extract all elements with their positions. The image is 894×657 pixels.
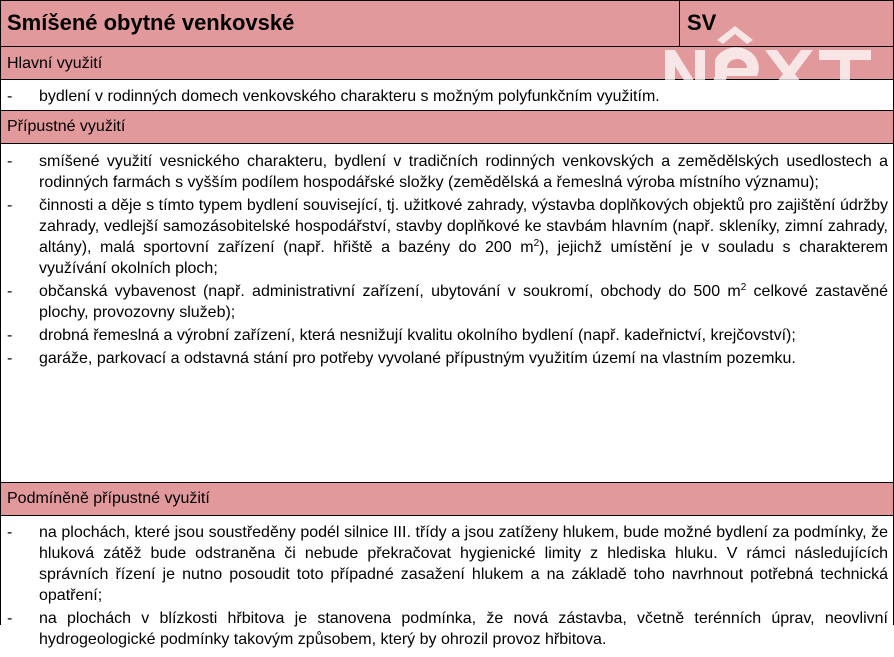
list-item-text: smíšené využití vesnického charakteru, bydlení v tradičních rodinných venkovských a zemědělských usedlostech a rodinných farmách s vyšším podílem hospodářské složky (zemědělská a řemeslná výroba místního významu);: [39, 153, 888, 191]
list-dash: -: [7, 524, 13, 541]
list-item: [1, 86, 889, 107]
text-part: činnosti a děje s tímto typem bydlení související, tj. užitkové zahrady, výstavba doplňkových objektů pro zajištění údržby zahrady, vedlejší samozásobitelské hospodářství, stavby doplňkové ke stavbám hlavním (např. skleníky, zimní zahrady, altány), malá sportovní zařízení (např. hřiště a bazény do 200 m: [39, 197, 888, 256]
list-item: [1, 151, 889, 193]
section-header-pripustne: Přípustné využití: [1, 111, 893, 144]
list-item: [1, 522, 889, 606]
list-item: [1, 608, 889, 650]
superscript: 2: [740, 282, 747, 293]
section-header-podminene: Podmíněně přípustné využití: [1, 483, 893, 516]
text-part: občanská vybavenost (např. administrativní zařízení, ubytování v soukromí, obchody do 500 m: [39, 283, 741, 300]
zone-code: SV: [687, 10, 717, 35]
list-dash: -: [7, 197, 13, 214]
list-item-text: drobná řemeslná a výrobní zařízení, která nesnižují kvalitu okolního bydlení (např. kadeřnictví, krejčovství);: [39, 327, 796, 344]
section-header-hlavni: Hlavní využití: [1, 47, 893, 80]
text-part: ), jejichž umístění je v souladu s charakterem využívání okolních ploch;: [39, 239, 889, 277]
section-items-hlavni: [1, 80, 893, 111]
list-item-text: bydlení v rodinných domech venkovského charakteru s možným polyfunkčním využitím.: [39, 88, 660, 105]
list-dash: -: [7, 283, 13, 300]
list-item: [1, 195, 889, 279]
superscript: 2: [533, 238, 540, 249]
list-dash: -: [7, 88, 13, 105]
zone-title: Smíšené obytné venkovské: [1, 1, 680, 46]
list-item-text: na plochách v blízkosti hřbitova je stanovena podmínka, že nová zástavba, včetně terénních úprav, neovlivní hydrogeologické podmínky takovým způsobem, který by ohrozil provoz hřbitova.: [39, 610, 888, 648]
list-item-text: na plochách, které jsou soustředěny podél silnice III. třídy a jsou zatíženy hlukem, bude možné bydlení za podmínky, že hluková zátěž bude odstraněna či nebude překračovat hygienické limity z hlediska hluku. V rámci následujících správních řízení je nutno posoudit toto případné zasažení hlukem a na základě toho navrhnout potřebná technická opatření;: [39, 524, 888, 604]
text-part: celkové zastavěné plochy, provozovny služeb);: [39, 283, 889, 321]
list-item-text: [39, 281, 889, 323]
section-items-pripustne: [1, 144, 893, 483]
list-dash: -: [7, 610, 13, 627]
list-item-text: garáže, parkovací a odstavná stání pro potřeby vyvolané přípustným využitím území na vlastním pozemku.: [39, 350, 796, 367]
title-row: [1, 0, 893, 47]
list-item: [1, 325, 889, 346]
list-dash: -: [7, 327, 13, 344]
list-dash: -: [7, 153, 13, 170]
list-item-text: [39, 195, 889, 279]
section-items-podminene: [1, 516, 893, 657]
list-dash: -: [7, 350, 13, 367]
list-item: [1, 348, 889, 369]
list-item: [1, 281, 889, 323]
